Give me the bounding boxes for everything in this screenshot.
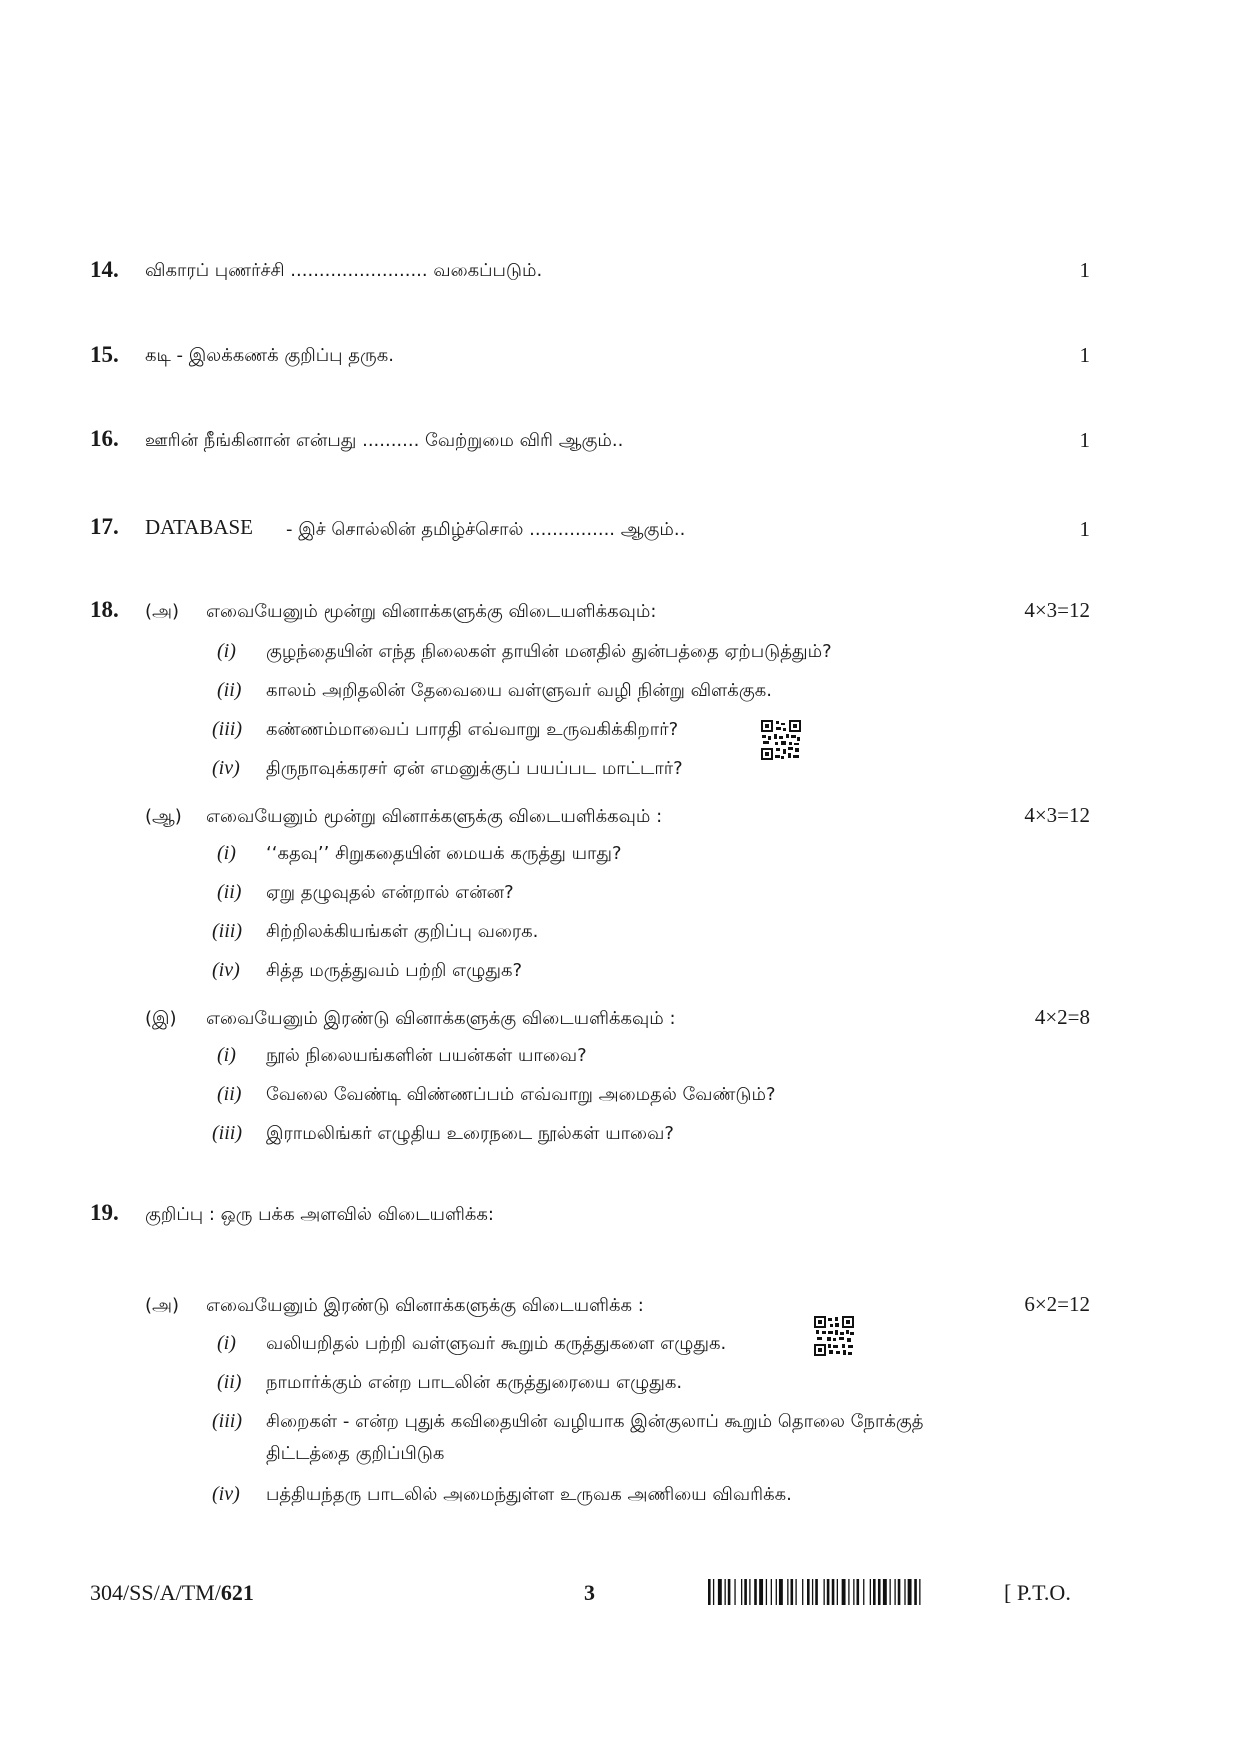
question-16-marks: 1 (1079, 428, 1090, 452)
q19-a-item-1-numeral: (i) (217, 1332, 236, 1354)
q18-b-label: (ஆ) (145, 806, 182, 827)
q19-a-instruction: எவையேனும் இரண்டு வினாக்களுக்கு விடையளிக்க : (206, 1295, 644, 1316)
q18-c-marks: 4×2=8 (1034, 1005, 1090, 1029)
q18-b-instruction: எவையேனும் மூன்று வினாக்களுக்கு விடையளிக்கவும் : (206, 806, 663, 827)
q18-b-item-1-numeral: (i) (217, 842, 236, 864)
question-17-text: - இச் சொல்லின் தமிழ்ச்சொல் ............... ஆகும்.. (286, 519, 686, 540)
qr-code-icon (761, 720, 801, 760)
q18-c-item-2-numeral: (ii) (217, 1083, 242, 1105)
q19-a-item-1-text: வலியறிதல் பற்றி வள்ளுவர் கூறும் கருத்துகளை எழுதுக. (266, 1333, 727, 1354)
q18-a-item-2-text: காலம் அறிதலின் தேவையை வள்ளுவர் வழி நின்று விளக்குக. (266, 680, 772, 701)
question-number-17: 17. (90, 514, 119, 539)
q19-a-item-3-text-continued: திட்டத்தை குறிப்பிடுக (266, 1443, 445, 1464)
q18-a-marks: 4×3=12 (1024, 598, 1090, 622)
q18-c-item-1-text: நூல் நிலையங்களின் பயன்கள் யாவை? (266, 1045, 587, 1066)
question-15-text: கடி - இலக்கணக் குறிப்பு தருக. (145, 345, 394, 366)
question-14-text: விகாரப் புணர்ச்சி ........................ வகைப்படும். (145, 260, 543, 281)
question-number-19: 19. (90, 1200, 119, 1225)
q18-a-item-3-numeral: (iii) (212, 718, 242, 740)
q19-a-marks: 6×2=12 (1024, 1292, 1090, 1316)
paper-code-prefix: 304/SS/A/TM/ (90, 1580, 221, 1605)
q18-a-item-4-numeral: (iv) (212, 757, 240, 779)
paper-code (90, 1580, 254, 1606)
paper-code-number: 621 (220, 1580, 254, 1605)
question-number-18: 18. (90, 597, 119, 622)
q19-note: குறிப்பு : ஒரு பக்க அளவில் விடையளிக்க: (145, 1204, 494, 1225)
q19-a-item-3-numeral: (iii) (212, 1410, 242, 1432)
question-17-marks: 1 (1079, 517, 1090, 541)
q18-a-item-3-text: கண்ணம்மாவைப் பாரதி எவ்வாறு உருவகிக்கிறார்? (266, 719, 679, 740)
q18-c-item-3-numeral: (iii) (212, 1122, 242, 1144)
q18-b-item-4-numeral: (iv) (212, 959, 240, 981)
question-number-16: 16. (90, 426, 119, 451)
q18-b-marks: 4×3=12 (1024, 803, 1090, 827)
q18-c-item-3-text: இராமலிங்கர் எழுதிய உரைநடை நூல்கள் யாவை? (266, 1123, 674, 1144)
question-14-marks: 1 (1079, 258, 1090, 282)
q18-a-instruction: எவையேனும் மூன்று வினாக்களுக்கு விடையளிக்கவும்: (206, 601, 657, 622)
q18-c-item-2-text: வேலை வேண்டி விண்ணப்பம் எவ்வாறு அமைதல் வேண்டும்? (266, 1084, 776, 1105)
q18-b-item-2-numeral: (ii) (217, 881, 242, 903)
q18-b-item-3-numeral: (iii) (212, 920, 242, 942)
q19-a-item-2-numeral: (ii) (217, 1371, 242, 1393)
page-number: 3 (584, 1580, 595, 1605)
question-number-14: 14. (90, 257, 119, 282)
question-16-text: ஊரின் நீங்கினான் என்பது .......... வேற்றுமை விரி ஆகும்.. (145, 430, 624, 451)
question-number-15: 15. (90, 342, 119, 367)
q18-c-instruction: எவையேனும் இரண்டு வினாக்களுக்கு விடையளிக்கவும் : (206, 1008, 676, 1029)
q19-a-item-3-text: சிறைகள் - என்ற புதுக் கவிதையின் வழியாக இன்குலாப் கூறும் தொலை நோக்குத் (266, 1411, 924, 1432)
q19-a-item-4-numeral: (iv) (212, 1483, 240, 1505)
q19-a-label: (அ) (145, 1295, 180, 1316)
q18-a-item-1-text: குழந்தையின் எந்த நிலைகள் தாயின் மனதில் துன்பத்தை ஏற்படுத்தும்? (266, 641, 832, 662)
q18-c-label: (இ) (145, 1008, 177, 1029)
please-turn-over: [ P.T.O. (1004, 1580, 1071, 1605)
q18-b-item-3-text: சிற்றிலக்கியங்கள் குறிப்பு வரைக. (266, 921, 539, 942)
q18-a-item-4-text: திருநாவுக்கரசர் ஏன் எமனுக்குப் பயப்பட மாட்டார்? (266, 758, 683, 779)
question-17-term: DATABASE (145, 515, 253, 539)
q18-a-item-2-numeral: (ii) (217, 679, 242, 701)
q18-b-item-2-text: ஏறு தழுவுதல் என்றால் என்ன? (266, 882, 514, 903)
q18-b-item-4-text: சித்த மருத்துவம் பற்றி எழுதுக? (266, 960, 523, 981)
question-15-marks: 1 (1079, 343, 1090, 367)
barcode-icon (708, 1579, 994, 1605)
q19-a-item-2-text: நாமார்க்கும் என்ற பாடலின் கருத்துரையை எழுதுக. (266, 1372, 683, 1393)
q18-a-item-1-numeral: (i) (217, 640, 236, 662)
q18-a-label: (அ) (145, 601, 180, 622)
q19-a-item-4-text: பத்தியந்தரு பாடலில் அமைந்துள்ள உருவக அணியை விவரிக்க. (266, 1484, 792, 1505)
qr-code-icon (814, 1316, 854, 1356)
q18-c-item-1-numeral: (i) (217, 1044, 236, 1066)
q18-b-item-1-text: ‘‘கதவு’’ சிறுகதையின் மையக் கருத்து யாது? (266, 843, 622, 864)
